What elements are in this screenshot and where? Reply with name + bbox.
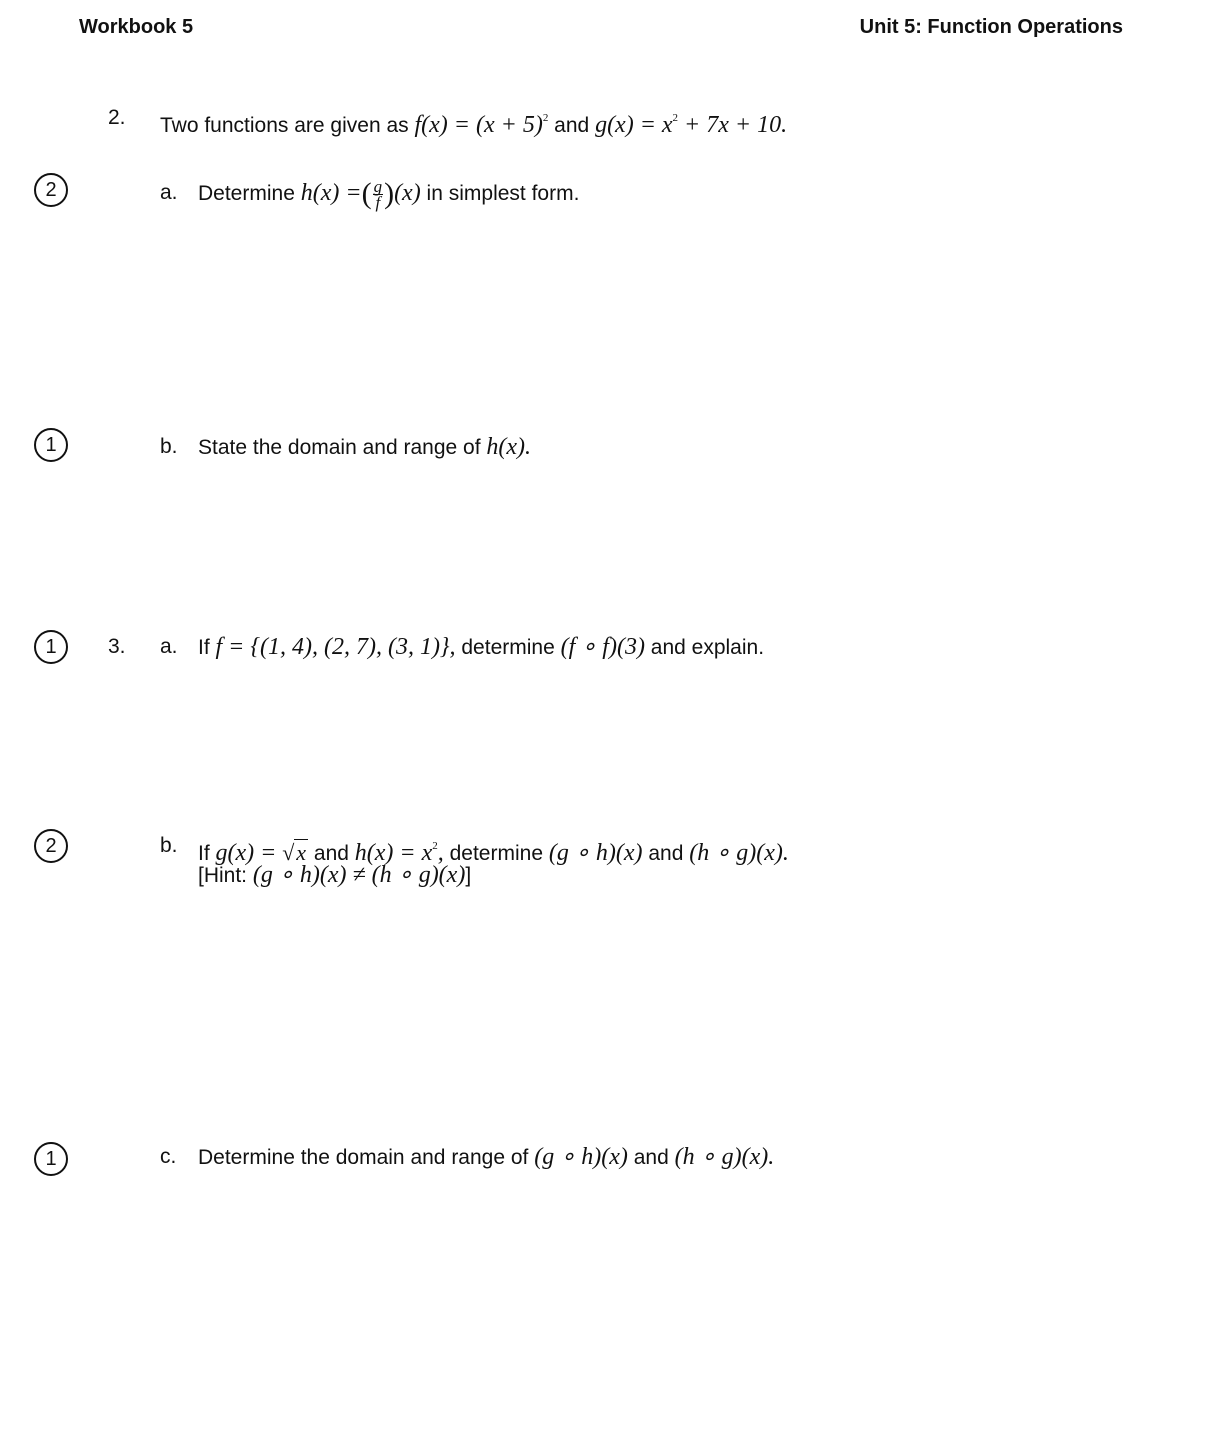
marks-badge: 1 bbox=[34, 428, 68, 462]
part-label: a. bbox=[160, 635, 178, 658]
marks-badge: 2 bbox=[34, 829, 68, 863]
question-number-3: 3. bbox=[108, 635, 126, 658]
question-3b-text: If g(x) = √x and $h(x) = x^2$, determine (g ∘ h)(x) and (h ∘ g)(x). bbox=[198, 840, 789, 866]
question-2-stem: Two functions are given as $f(x) = (x + 5)^2$ and $g(x) = x^2 + 7x + 10$. bbox=[160, 112, 788, 138]
part-label: b. bbox=[160, 834, 178, 857]
part-label: a. bbox=[160, 181, 178, 204]
question-3b-hint: [Hint: (g ∘ h)(x) ≠ (h ∘ g)(x)] bbox=[198, 862, 472, 888]
question-3a-text: If f = {(1, 4), (2, 7), (3, 1)}, determine (f ∘ f)(3) and explain. bbox=[198, 634, 765, 660]
question-3c-text: Determine the domain and range of (g ∘ h)(x) and (h ∘ g)(x). bbox=[198, 1144, 775, 1170]
question-2b-text: State the domain and range of h(x). bbox=[198, 434, 532, 460]
square-root: √x bbox=[282, 840, 307, 865]
question-2a-text: Determine h(x) =( $\frac{g}{f}$ )(x) in simplest form. bbox=[198, 177, 580, 212]
part-label: c. bbox=[160, 1145, 177, 1168]
workbook-title: Workbook 5 bbox=[79, 16, 194, 38]
marks-badge: 2 bbox=[34, 173, 68, 207]
fraction: $\frac{g}{f}$ bbox=[373, 177, 383, 212]
f-definition: $f(x) = (x + 5)^2$ bbox=[414, 112, 549, 138]
unit-title: Unit 5: Function Operations bbox=[859, 16, 1123, 38]
g-definition: $g(x) = x^2 + 7x + 10$. bbox=[595, 112, 788, 138]
marks-badge: 1 bbox=[34, 1142, 68, 1176]
marks-badge: 1 bbox=[34, 630, 68, 664]
part-label: b. bbox=[160, 435, 178, 458]
question-number-2: 2. bbox=[108, 106, 126, 129]
